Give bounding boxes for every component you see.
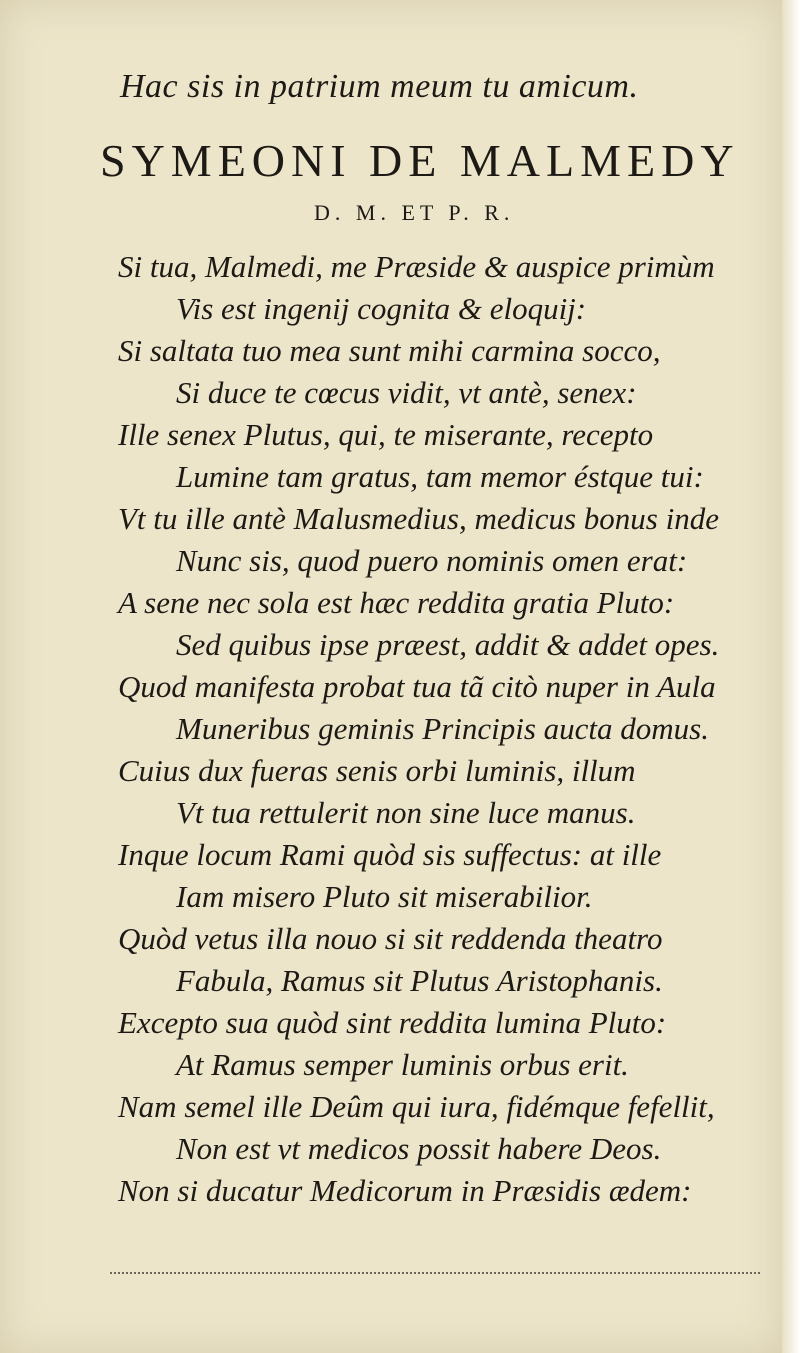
page-gutter — [782, 0, 800, 1353]
verse-line: A sene nec sola est hæc reddita gratia Pluto: — [118, 585, 675, 620]
verse-line: Fabula, Ramus sit Plutus Aristophanis. — [176, 963, 663, 998]
verse-line: Si duce te cœcus vidit, vt antè, senex: — [176, 375, 637, 410]
verse-line: Vt tua rettulerit non sine luce manus. — [176, 795, 636, 830]
verse-line: Quòd vetus illa nouo si sit reddenda theatro — [118, 921, 663, 956]
verse-line: Non si ducatur Medicorum in Præsidis ædem: — [118, 1173, 692, 1208]
verse-line: Nunc sis, quod puero nominis omen erat: — [176, 543, 688, 578]
bottom-dotted-rule — [110, 1272, 760, 1274]
verse-line: Inque locum Rami quòd sis suffectus: at ille — [118, 837, 662, 872]
verse-line: Excepto sua quòd sint reddita lumina Pluto: — [118, 1005, 667, 1040]
verse-line: Lumine tam gratus, tam memor éstque tui: — [176, 459, 704, 494]
verse-line: Si tua, Malmedi, me Præside & auspice primùm — [118, 249, 715, 284]
verse-line: Muneribus geminis Principis aucta domus. — [176, 711, 709, 746]
header-line: Hac sis in patrium meum tu amicum. — [120, 68, 639, 105]
verse-line: At Ramus semper luminis orbus erit. — [176, 1047, 629, 1082]
poem-subtitle: D. M. ET P. R. — [314, 200, 515, 225]
verse-line: Ille senex Plutus, qui, te miserante, recepto — [118, 417, 654, 452]
verse-line: Iam misero Pluto sit miserabilior. — [176, 879, 593, 914]
verse-line: Non est vt medicos possit habere Deos. — [176, 1131, 662, 1166]
verse-line: Sed quibus ipse præest, addit & addet opes. — [176, 627, 720, 662]
verse-line: Nam semel ille Deûm qui iura, fidémque fefellit, — [118, 1089, 715, 1124]
verse-line: Quod manifesta probat tua tã citò nuper in Aula — [118, 669, 716, 704]
verse-line: Si saltata tuo mea sunt mihi carmina socco, — [118, 333, 661, 368]
verse-line: Cuius dux fueras senis orbi luminis, illum — [118, 753, 636, 788]
verse-line: Vt tu ille antè Malusmedius, medicus bonus inde — [118, 501, 719, 536]
poem-title: SYMEONI DE MALMEDY — [100, 135, 740, 186]
verse-line: Vis est ingenij cognita & eloquij: — [176, 291, 587, 326]
